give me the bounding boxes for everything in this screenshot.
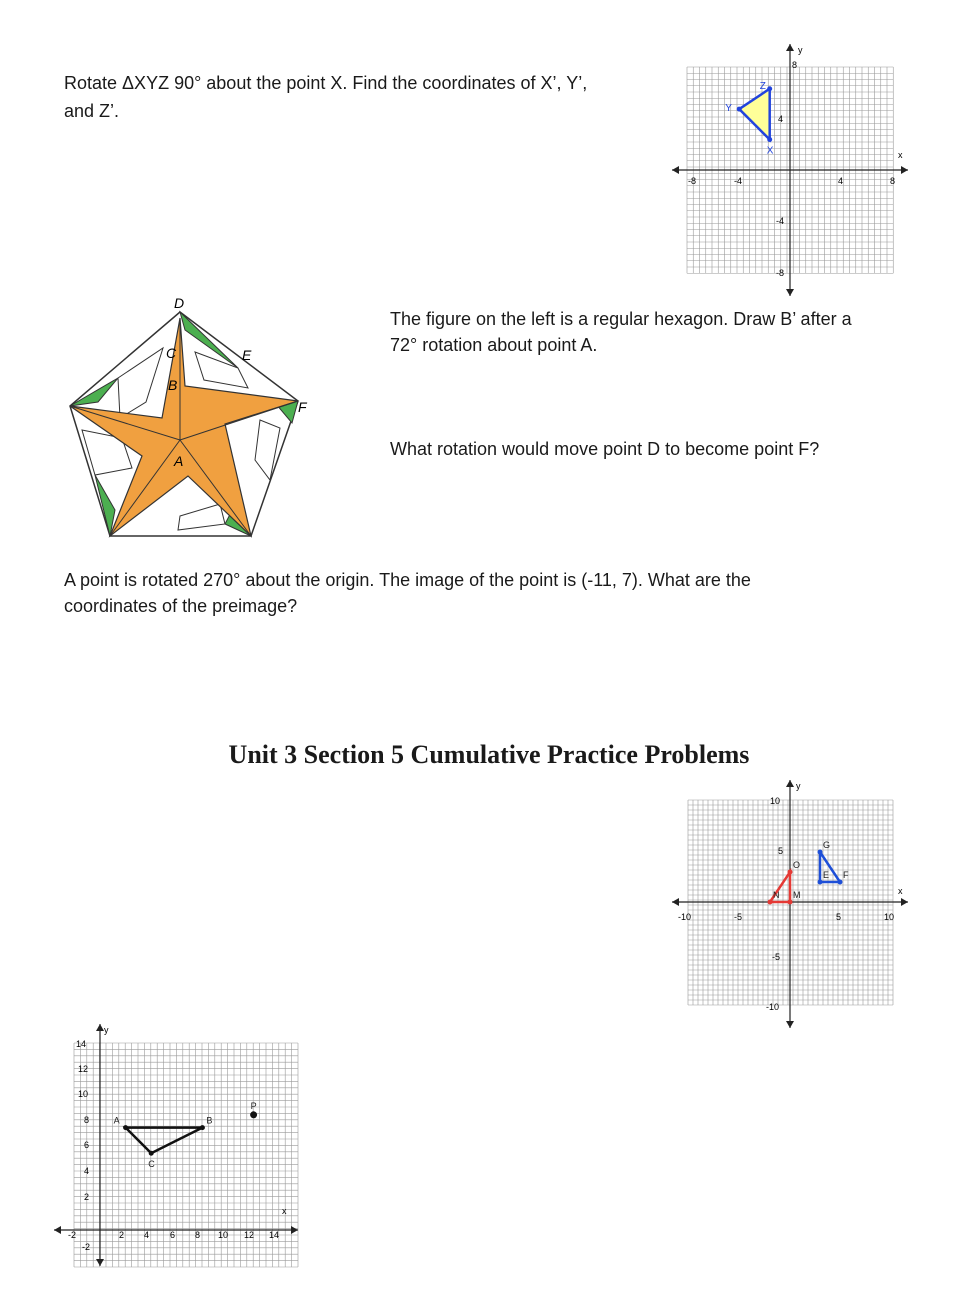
grid2-blue-label-e: E	[823, 870, 830, 880]
grid3-tick-x-6: 6	[170, 1230, 176, 1240]
x-axis-arrow-right	[901, 898, 908, 906]
grid3-tick-x-2: 2	[119, 1230, 125, 1240]
grid1-tick-y-neg4: -4	[776, 216, 785, 226]
grid2-blue-point-e	[818, 880, 823, 885]
x-axis-arrow-left	[672, 898, 679, 906]
grid3-tick-y-14: 14	[76, 1039, 87, 1049]
grid3-label-b: B	[206, 1115, 213, 1126]
grid2-tick-x-5: 5	[836, 912, 842, 922]
grid3-point-a	[123, 1125, 128, 1130]
problem4-line2: coordinates of the preimage?	[64, 596, 298, 616]
figure-label-c: C	[166, 345, 177, 361]
figure-label-e: E	[242, 347, 252, 363]
grid3-tick-x-4: 4	[144, 1230, 150, 1240]
grid1-label-x: X	[766, 145, 774, 157]
grid2-red-label-o: O	[793, 860, 801, 870]
grid1-axis-x-label: x	[898, 150, 903, 160]
grid3-tick-y-2: 2	[84, 1192, 90, 1202]
grid3-label-c: C	[148, 1159, 155, 1170]
grid2-tick-x-10: 10	[884, 912, 895, 922]
grid3-tick-y-8: 8	[84, 1115, 90, 1125]
problem2-line2: 72° rotation about point A.	[390, 335, 598, 355]
x-axis-arrow-right	[291, 1226, 298, 1234]
grid2-axis-x-label: x	[898, 886, 903, 896]
grid1-coordinate-plane	[672, 40, 912, 300]
grid2-red-point-o	[788, 870, 793, 875]
grid2-axis-y-label: y	[796, 781, 801, 791]
section-title: Unit 3 Section 5 Cumulative Practice Problems	[228, 740, 750, 769]
triangle-xyz	[739, 89, 769, 140]
figure-label-a: A	[174, 453, 184, 469]
grid1-label-y: Y	[725, 103, 732, 115]
grid1-tick-y-4: 4	[778, 114, 784, 124]
grid1-point-z	[767, 86, 772, 91]
grid1-point-y	[737, 107, 742, 112]
grid3-axis-y-label: y	[104, 1025, 109, 1035]
problem1-line2: and Z’.	[64, 101, 120, 121]
x-axis-arrow-right	[901, 166, 908, 174]
grid3-tick-x-neg2: -2	[68, 1230, 77, 1240]
grid1-point-x	[767, 137, 772, 142]
pentagon-star-figure	[60, 290, 310, 550]
grid2-blue-label-g: G	[823, 840, 831, 850]
grid2-blue-point-g	[818, 850, 823, 855]
grid3-tick-x-10: 10	[218, 1230, 229, 1240]
grid2-coordinate-plane	[672, 776, 912, 1034]
grid1-tick-y-neg8: -8	[776, 268, 785, 278]
grid2-red-point-m	[788, 900, 793, 905]
grid3-point-b	[200, 1125, 205, 1130]
x-axis-arrow-left	[54, 1226, 61, 1234]
grid3-tick-x-8: 8	[195, 1230, 201, 1240]
figure-label-f: F	[298, 399, 307, 415]
y-axis-arrow-up	[786, 780, 794, 787]
problem1-line1: Rotate ΔXYZ 90° about the point X. Find the coordinates of X’, Y’,	[64, 73, 588, 93]
grid1-tick-y-8: 8	[792, 60, 798, 70]
grid2-tick-x-neg10: -10	[678, 912, 692, 922]
grid2-blue-label-f: F	[843, 870, 849, 880]
problem2-line1: The figure on the left is a regular hexagon. Draw B’ after a	[390, 309, 852, 329]
grid3-tick-y-neg2: -2	[82, 1242, 91, 1252]
grid1-tick-x-neg8: -8	[688, 176, 697, 186]
grid2-tick-y-neg10: -10	[766, 1002, 780, 1012]
problem3-text: What rotation would move point D to become point F?	[390, 439, 820, 459]
grid2-tick-x-neg5: -5	[734, 912, 743, 922]
grid2-tick-y-10: 10	[770, 796, 781, 806]
grid3-label-a: A	[113, 1115, 120, 1126]
grid3-tick-x-14: 14	[269, 1230, 280, 1240]
grid3-tick-y-10: 10	[78, 1089, 89, 1099]
y-axis-arrow-down	[96, 1259, 104, 1266]
grid2-red-label-m: M	[793, 890, 801, 900]
grid2-red-label-n: N	[773, 890, 780, 900]
y-axis-arrow-up	[786, 44, 794, 51]
grid3-tick-y-6: 6	[84, 1140, 90, 1150]
grid1-tick-x-neg4: -4	[734, 176, 743, 186]
grid3-coordinate-plane	[50, 1020, 300, 1270]
grid1-label-z: Z	[759, 80, 766, 92]
problem4-line1: A point is rotated 270° about the origin. The image of the point is (-11, 7). What are the	[64, 570, 751, 590]
figure-label-b: B	[168, 377, 178, 393]
grid2-blue-point-f	[838, 880, 843, 885]
grid3-point-p	[250, 1111, 257, 1118]
x-axis-arrow-left	[672, 166, 679, 174]
grid3-axis-x-label: x	[282, 1206, 287, 1216]
grid3-tick-x-12: 12	[244, 1230, 255, 1240]
figure-label-d: D	[174, 295, 185, 311]
grid1-axis-y-label: y	[798, 45, 803, 55]
grid2-tick-y-neg5: -5	[772, 952, 781, 962]
grid3-tick-y-4: 4	[84, 1166, 90, 1176]
y-axis-arrow-down	[786, 289, 794, 296]
grid1-tick-x-8: 8	[890, 176, 896, 186]
grid3-label-p: P	[250, 1100, 257, 1111]
grid2-tick-y-5: 5	[778, 846, 784, 856]
triangle-abc	[126, 1128, 203, 1154]
grid3-point-c	[149, 1151, 154, 1156]
y-axis-arrow-down	[786, 1021, 794, 1028]
grid3-tick-y-12: 12	[78, 1064, 89, 1074]
grid2-red-point-n	[768, 900, 773, 905]
grid1-tick-x-4: 4	[838, 176, 844, 186]
y-axis-arrow-up	[96, 1024, 104, 1031]
